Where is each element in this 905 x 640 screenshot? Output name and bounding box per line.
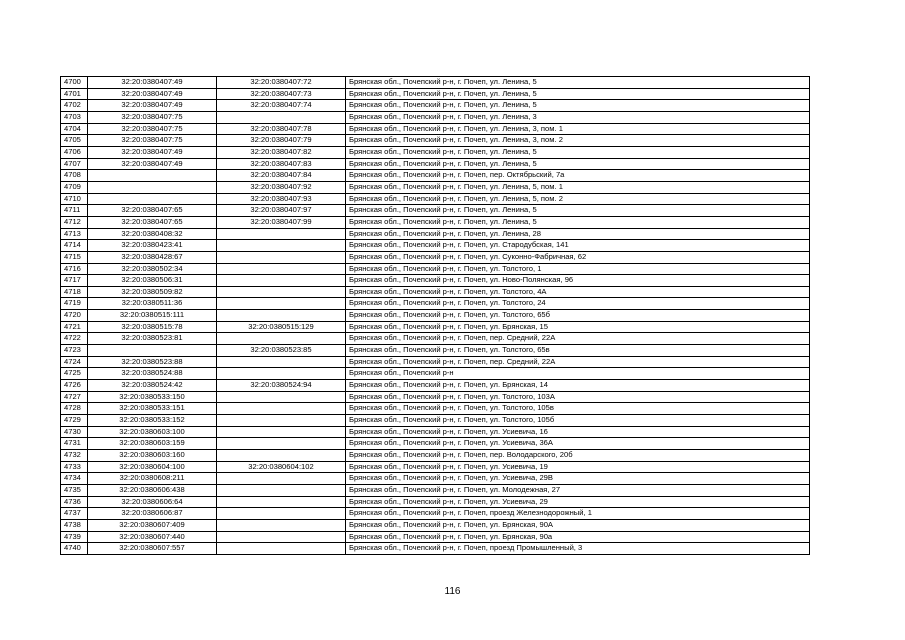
object-cadastral-number-cell: 32:20:0380407:97: [217, 205, 346, 217]
row-number-cell: 4733: [61, 461, 88, 473]
cadastral-number-cell: 32:20:0380603:159: [88, 438, 217, 450]
cadastral-number-cell: 32:20:0380515:111: [88, 310, 217, 322]
row-number-cell: 4701: [61, 88, 88, 100]
object-cadastral-number-cell: 32:20:0380407:92: [217, 181, 346, 193]
row-number-cell: 4719: [61, 298, 88, 310]
table-row: [61, 345, 810, 357]
table-row: [61, 251, 810, 263]
table-row: [61, 275, 810, 287]
address-cell: Брянская обл., Почепский р-н, г. Почеп, ул. Брянская, 90А: [346, 519, 810, 531]
cadastral-number-cell: 32:20:0380407:65: [88, 205, 217, 217]
cadastral-number-cell: [88, 181, 217, 193]
row-number-cell: 4734: [61, 473, 88, 485]
address-cell: Брянская обл., Почепский р-н, г. Почеп, ул. Толстого, 103А: [346, 391, 810, 403]
row-number-cell: 4716: [61, 263, 88, 275]
object-cadastral-number-cell: [217, 543, 346, 555]
object-cadastral-number-cell: [217, 426, 346, 438]
address-cell: Брянская обл., Почепский р-н, г. Почеп, ул. Ленина, 5: [346, 100, 810, 112]
row-number-cell: 4713: [61, 228, 88, 240]
cadastral-number-cell: 32:20:0380407:49: [88, 158, 217, 170]
object-cadastral-number-cell: [217, 368, 346, 380]
table-row: [61, 135, 810, 147]
cadastral-number-cell: 32:20:0380607:409: [88, 519, 217, 531]
cadastral-number-cell: 32:20:0380524:42: [88, 380, 217, 392]
table-row: [61, 356, 810, 368]
address-cell: Брянская обл., Почепский р-н, г. Почеп, ул. Усиевича, 29: [346, 496, 810, 508]
row-number-cell: 4703: [61, 111, 88, 123]
row-number-cell: 4728: [61, 403, 88, 415]
cadastral-number-cell: [88, 193, 217, 205]
object-cadastral-number-cell: 32:20:0380407:83: [217, 158, 346, 170]
object-cadastral-number-cell: 32:20:0380407:73: [217, 88, 346, 100]
address-cell: Брянская обл., Почепский р-н, г. Почеп, ул. Усиевича, 36А: [346, 438, 810, 450]
row-number-cell: 4731: [61, 438, 88, 450]
table-row: [61, 100, 810, 112]
table-row: [61, 450, 810, 462]
cadastral-number-cell: 32:20:0380509:82: [88, 286, 217, 298]
table-row: [61, 205, 810, 217]
address-cell: Брянская обл., Почепский р-н, г. Почеп, ул. Усиевича, 19: [346, 461, 810, 473]
address-cell: Брянская обл., Почепский р-н, г. Почеп, пер. Средний, 22А: [346, 356, 810, 368]
address-cell: Брянская обл., Почепский р-н, г. Почеп, ул. Ленина, 5, пом. 1: [346, 181, 810, 193]
table-row: [61, 158, 810, 170]
table-row: [61, 415, 810, 427]
address-cell: Брянская обл., Почепский р-н, г. Почеп, ул. Ленина, 3, пом. 1: [346, 123, 810, 135]
cadastral-number-cell: 32:20:0380423:41: [88, 240, 217, 252]
address-cell: Брянская обл., Почепский р-н, г. Почеп, ул. Толстого, 65б: [346, 310, 810, 322]
object-cadastral-number-cell: [217, 240, 346, 252]
table-row: [61, 88, 810, 100]
address-cell: Брянская обл., Почепский р-н, г. Почеп, ул. Ленина, 5, пом. 2: [346, 193, 810, 205]
address-cell: Брянская обл., Почепский р-н, г. Почеп, ул. Стародубская, 141: [346, 240, 810, 252]
object-cadastral-number-cell: [217, 450, 346, 462]
row-number-cell: 4725: [61, 368, 88, 380]
cadastral-number-cell: 32:20:0380407:49: [88, 88, 217, 100]
object-cadastral-number-cell: [217, 496, 346, 508]
cadastral-number-cell: 32:20:0380407:65: [88, 216, 217, 228]
row-number-cell: 4740: [61, 543, 88, 555]
address-cell: Брянская обл., Почепский р-н, г. Почеп, пер. Володарского, 20б: [346, 450, 810, 462]
table-row: [61, 193, 810, 205]
object-cadastral-number-cell: 32:20:0380407:93: [217, 193, 346, 205]
object-cadastral-number-cell: [217, 263, 346, 275]
table-row: [61, 321, 810, 333]
address-cell: Брянская обл., Почепский р-н, г. Почеп, ул. Толстого, 105б: [346, 415, 810, 427]
object-cadastral-number-cell: [217, 275, 346, 287]
address-cell: Брянская обл., Почепский р-н, г. Почеп, ул. Толстого, 65в: [346, 345, 810, 357]
object-cadastral-number-cell: 32:20:0380407:78: [217, 123, 346, 135]
table-row: [61, 123, 810, 135]
cadastral-number-cell: [88, 345, 217, 357]
address-cell: Брянская обл., Почепский р-н, г. Почеп, проезд Железнодорожный, 1: [346, 508, 810, 520]
cadastral-number-cell: 32:20:0380523:88: [88, 356, 217, 368]
address-cell: Брянская обл., Почепский р-н, г. Почеп, пер. Средний, 22А: [346, 333, 810, 345]
row-number-cell: 4737: [61, 508, 88, 520]
row-number-cell: 4712: [61, 216, 88, 228]
address-cell: Брянская обл., Почепский р-н, г. Почеп, ул. Ленина, 5: [346, 146, 810, 158]
table-row: [61, 403, 810, 415]
address-cell: Брянская обл., Почепский р-н, г. Почеп, ул. Толстого, 105в: [346, 403, 810, 415]
row-number-cell: 4714: [61, 240, 88, 252]
cadastral-number-cell: 32:20:0380524:88: [88, 368, 217, 380]
row-number-cell: 4709: [61, 181, 88, 193]
table-row: [61, 77, 810, 89]
table-row: [61, 240, 810, 252]
row-number-cell: 4726: [61, 380, 88, 392]
property-table: [60, 76, 810, 555]
cadastral-number-cell: 32:20:0380608:211: [88, 473, 217, 485]
table-row: [61, 286, 810, 298]
object-cadastral-number-cell: [217, 251, 346, 263]
row-number-cell: 4730: [61, 426, 88, 438]
object-cadastral-number-cell: 32:20:0380604:102: [217, 461, 346, 473]
object-cadastral-number-cell: [217, 531, 346, 543]
table-row: [61, 111, 810, 123]
row-number-cell: 4721: [61, 321, 88, 333]
object-cadastral-number-cell: [217, 228, 346, 240]
address-cell: Брянская обл., Почепский р-н, г. Почеп, ул. Усиевича, 16: [346, 426, 810, 438]
address-cell: Брянская обл., Почепский р-н, г. Почеп, ул. Брянская, 90а: [346, 531, 810, 543]
object-cadastral-number-cell: [217, 473, 346, 485]
object-cadastral-number-cell: [217, 298, 346, 310]
address-cell: Брянская обл., Почепский р-н, г. Почеп, ул. Брянская, 14: [346, 380, 810, 392]
table-row: [61, 380, 810, 392]
row-number-cell: 4739: [61, 531, 88, 543]
row-number-cell: 4727: [61, 391, 88, 403]
row-number-cell: 4722: [61, 333, 88, 345]
cadastral-number-cell: 32:20:0380533:152: [88, 415, 217, 427]
table-row: [61, 484, 810, 496]
object-cadastral-number-cell: [217, 438, 346, 450]
table-row: [61, 438, 810, 450]
cadastral-number-cell: 32:20:0380407:75: [88, 111, 217, 123]
row-number-cell: 4708: [61, 170, 88, 182]
row-number-cell: 4715: [61, 251, 88, 263]
cadastral-number-cell: 32:20:0380407:49: [88, 77, 217, 89]
cadastral-number-cell: 32:20:0380607:440: [88, 531, 217, 543]
object-cadastral-number-cell: 32:20:0380524:94: [217, 380, 346, 392]
cadastral-number-cell: 32:20:0380511:36: [88, 298, 217, 310]
address-cell: Брянская обл., Почепский р-н, г. Почеп, проезд Промышленный, 3: [346, 543, 810, 555]
table-row: [61, 263, 810, 275]
address-cell: Брянская обл., Почепский р-н, г. Почеп, ул. Толстого, 1: [346, 263, 810, 275]
object-cadastral-number-cell: 32:20:0380407:74: [217, 100, 346, 112]
address-cell: Брянская обл., Почепский р-н, г. Почеп, ул. Суконно-Фабричная, 62: [346, 251, 810, 263]
row-number-cell: 4706: [61, 146, 88, 158]
object-cadastral-number-cell: 32:20:0380407:82: [217, 146, 346, 158]
cadastral-number-cell: 32:20:0380604:100: [88, 461, 217, 473]
row-number-cell: 4720: [61, 310, 88, 322]
cadastral-number-cell: [88, 170, 217, 182]
row-number-cell: 4736: [61, 496, 88, 508]
object-cadastral-number-cell: [217, 519, 346, 531]
address-cell: Брянская обл., Почепский р-н, г. Почеп, ул. Брянская, 15: [346, 321, 810, 333]
address-cell: Брянская обл., Почепский р-н, г. Почеп, ул. Ленина, 5: [346, 88, 810, 100]
row-number-cell: 4711: [61, 205, 88, 217]
object-cadastral-number-cell: [217, 391, 346, 403]
address-cell: Брянская обл., Почепский р-н, г. Почеп, ул. Ново-Полянская, 96: [346, 275, 810, 287]
table-row: [61, 216, 810, 228]
table-row: [61, 170, 810, 182]
table-row: [61, 146, 810, 158]
cadastral-number-cell: 32:20:0380506:31: [88, 275, 217, 287]
row-number-cell: 4723: [61, 345, 88, 357]
table-row: [61, 496, 810, 508]
row-number-cell: 4702: [61, 100, 88, 112]
cadastral-number-cell: 32:20:0380515:78: [88, 321, 217, 333]
address-cell: Брянская обл., Почепский р-н, г. Почеп, ул. Ленина, 28: [346, 228, 810, 240]
table-row: [61, 461, 810, 473]
row-number-cell: 4717: [61, 275, 88, 287]
table-row: [61, 298, 810, 310]
cadastral-number-cell: 32:20:0380533:151: [88, 403, 217, 415]
cadastral-number-cell: 32:20:0380523:81: [88, 333, 217, 345]
object-cadastral-number-cell: [217, 508, 346, 520]
row-number-cell: 4718: [61, 286, 88, 298]
address-cell: Брянская обл., Почепский р-н, г. Почеп, ул. Ленина, 5: [346, 205, 810, 217]
row-number-cell: 4732: [61, 450, 88, 462]
object-cadastral-number-cell: [217, 310, 346, 322]
table-row: [61, 310, 810, 322]
object-cadastral-number-cell: 32:20:0380407:72: [217, 77, 346, 89]
object-cadastral-number-cell: 32:20:0380407:79: [217, 135, 346, 147]
row-number-cell: 4704: [61, 123, 88, 135]
address-cell: Брянская обл., Почепский р-н, г. Почеп, ул. Ленина, 5: [346, 77, 810, 89]
object-cadastral-number-cell: [217, 111, 346, 123]
page-number: 116: [444, 586, 461, 597]
cadastral-number-cell: 32:20:0380428:67: [88, 251, 217, 263]
cadastral-number-cell: 32:20:0380533:150: [88, 391, 217, 403]
table-row: [61, 508, 810, 520]
cadastral-number-cell: 32:20:0380603:160: [88, 450, 217, 462]
address-cell: Брянская обл., Почепский р-н, г. Почеп, ул. Ленина, 3: [346, 111, 810, 123]
object-cadastral-number-cell: [217, 333, 346, 345]
property-table-body: [61, 77, 810, 555]
address-cell: Брянская обл., Почепский р-н, г. Почеп, ул. Ленина, 5: [346, 158, 810, 170]
address-cell: Брянская обл., Почепский р-н, г. Почеп, ул. Ленина, 3, пом. 2: [346, 135, 810, 147]
cadastral-number-cell: 32:20:0380603:100: [88, 426, 217, 438]
row-number-cell: 4710: [61, 193, 88, 205]
cadastral-number-cell: 32:20:0380502:34: [88, 263, 217, 275]
cadastral-number-cell: 32:20:0380606:438: [88, 484, 217, 496]
object-cadastral-number-cell: 32:20:0380407:84: [217, 170, 346, 182]
cadastral-number-cell: 32:20:0380407:49: [88, 100, 217, 112]
table-row: [61, 391, 810, 403]
row-number-cell: 4705: [61, 135, 88, 147]
object-cadastral-number-cell: [217, 484, 346, 496]
address-cell: Брянская обл., Почепский р-н, г. Почеп, ул. Молодежная, 27: [346, 484, 810, 496]
table-row: [61, 333, 810, 345]
row-number-cell: 4729: [61, 415, 88, 427]
row-number-cell: 4700: [61, 77, 88, 89]
cadastral-number-cell: 32:20:0380606:64: [88, 496, 217, 508]
table-row: [61, 543, 810, 555]
cadastral-number-cell: 32:20:0380408:32: [88, 228, 217, 240]
table-row: [61, 531, 810, 543]
cadastral-number-cell: 32:20:0380407:75: [88, 123, 217, 135]
address-cell: Брянская обл., Почепский р-н: [346, 368, 810, 380]
address-cell: Брянская обл., Почепский р-н, г. Почеп, ул. Ленина, 5: [346, 216, 810, 228]
address-cell: Брянская обл., Почепский р-н, г. Почеп, ул. Толстого, 4А: [346, 286, 810, 298]
cadastral-number-cell: 32:20:0380407:49: [88, 146, 217, 158]
object-cadastral-number-cell: [217, 415, 346, 427]
cadastral-number-cell: 32:20:0380607:557: [88, 543, 217, 555]
object-cadastral-number-cell: [217, 356, 346, 368]
object-cadastral-number-cell: 32:20:0380515:129: [217, 321, 346, 333]
table-row: [61, 181, 810, 193]
address-cell: Брянская обл., Почепский р-н, г. Почеп, пер. Октябрьский, 7а: [346, 170, 810, 182]
object-cadastral-number-cell: 32:20:0380407:99: [217, 216, 346, 228]
row-number-cell: 4707: [61, 158, 88, 170]
row-number-cell: 4738: [61, 519, 88, 531]
cadastral-number-cell: 32:20:0380407:75: [88, 135, 217, 147]
row-number-cell: 4724: [61, 356, 88, 368]
object-cadastral-number-cell: [217, 403, 346, 415]
table-row: [61, 228, 810, 240]
row-number-cell: 4735: [61, 484, 88, 496]
table-row: [61, 473, 810, 485]
table-row: [61, 368, 810, 380]
table-row: [61, 426, 810, 438]
object-cadastral-number-cell: [217, 286, 346, 298]
table-row: [61, 519, 810, 531]
address-cell: Брянская обл., Почепский р-н, г. Почеп, ул. Усиевича, 29В: [346, 473, 810, 485]
object-cadastral-number-cell: 32:20:0380523:85: [217, 345, 346, 357]
cadastral-number-cell: 32:20:0380606:87: [88, 508, 217, 520]
address-cell: Брянская обл., Почепский р-н, г. Почеп, ул. Толстого, 24: [346, 298, 810, 310]
